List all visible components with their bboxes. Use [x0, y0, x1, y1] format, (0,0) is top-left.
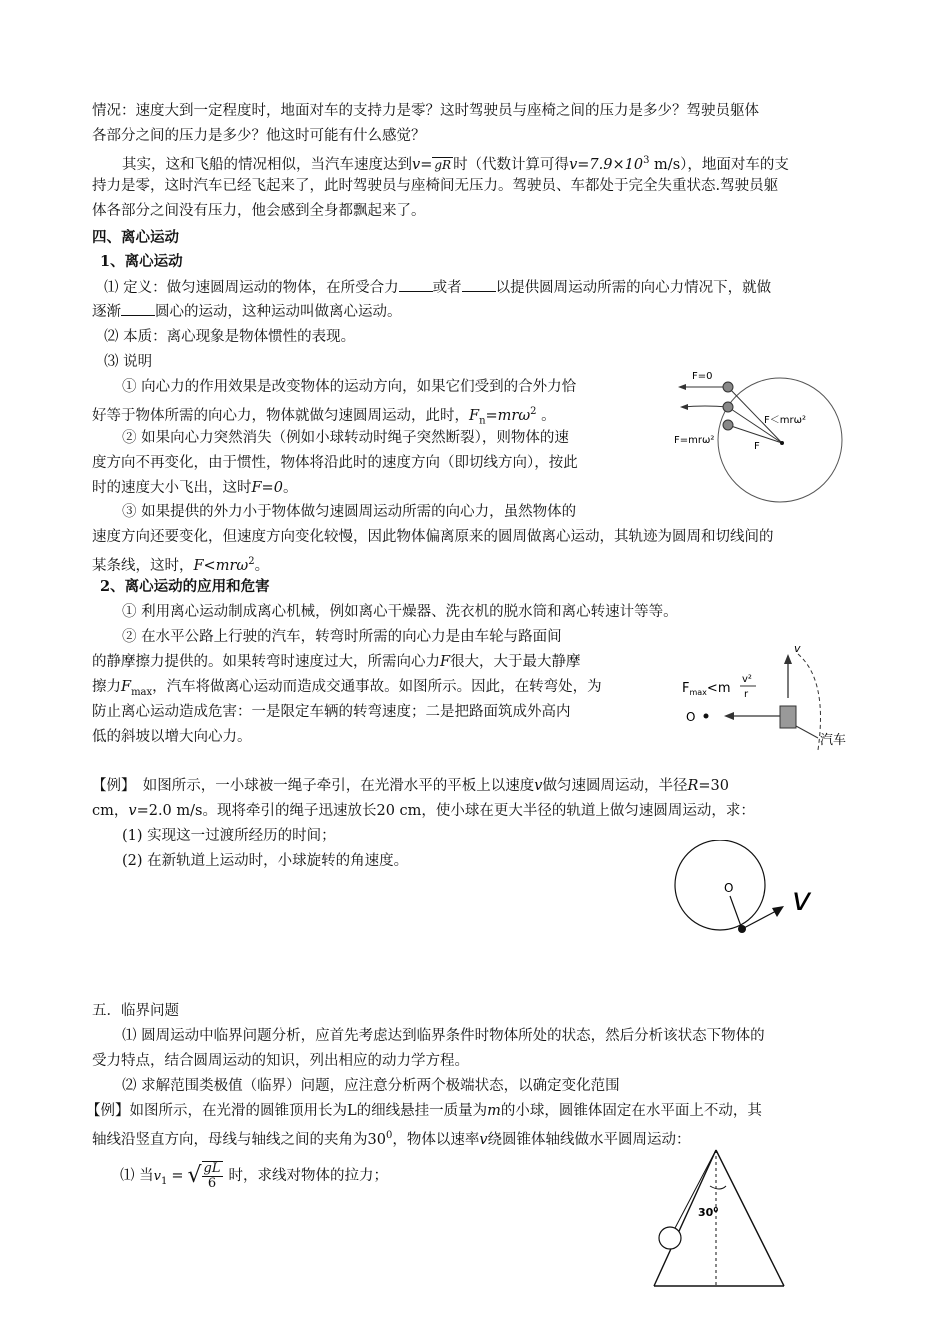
label-f-less: F＜mrω² — [764, 415, 806, 426]
cone-diagram — [640, 1146, 800, 1294]
curved-path — [682, 406, 728, 407]
label-f0: F=0 — [692, 371, 713, 382]
label-v: v — [794, 642, 801, 655]
text-line: 防止离心运动造成危害：一是限定车辆的转弯速度；二是把路面筑成外高内 — [92, 704, 571, 720]
text-line: 低的斜坡以增大向心力。 — [92, 729, 252, 745]
text-line: 时的速度大小飞出，这时F=0。 — [92, 480, 298, 496]
string-line — [730, 896, 742, 929]
subsection-heading: 2、离心运动的应用和危害 — [100, 578, 270, 595]
car-turn-diagram — [678, 640, 868, 752]
center-dot — [704, 714, 709, 719]
label-f: F — [754, 441, 760, 452]
centrifugal-diagram — [670, 365, 850, 505]
ball — [723, 402, 733, 412]
center-dot — [780, 441, 784, 445]
text-line: 【例】 如图所示，一小球被一绳子牵引，在光滑水平的平板上以速度v做匀速圆周运动，半径R=30 — [92, 778, 729, 794]
orbit-circle — [675, 840, 765, 930]
angle-arc — [710, 1186, 726, 1189]
car-block — [780, 706, 796, 728]
arrow-head — [680, 404, 688, 410]
text-line: ⑴ 圆周运动中临界问题分析，应首先考虑达到临界条件时物体所处的状态，然后分析该状态下物体的 — [122, 1028, 765, 1044]
text-line: 各部分之间的压力是多少？他这时可能有什么感觉？ — [92, 128, 426, 144]
arrow-head — [678, 384, 686, 390]
ball — [659, 1227, 681, 1249]
label-o: O — [724, 881, 734, 895]
text-line: ③ 如果提供的外力小于物体做匀速圆周运动所需的向心力，虽然物体的 — [122, 504, 577, 520]
text-line: ⑵ 求解范围类极值（临界）问题，应注意分析两个极端状态，以确定变化范围 — [122, 1078, 620, 1094]
text-line: cm，v=2.0 m/s。现将牵引的绳子迅速放长20 cm，使小球在更大半径的轨道上做匀速圆周运动，求： — [92, 803, 755, 819]
arrow-head — [724, 712, 734, 720]
ball — [723, 382, 733, 392]
text-line: (2) 在新轨道上运动时，小球旋转的角速度。 — [122, 853, 409, 869]
label-o: O — [686, 710, 696, 724]
pointer-line — [796, 726, 818, 738]
label-car: 汽车 — [820, 733, 847, 748]
label-fraction-den: r — [744, 689, 749, 700]
cone-side — [716, 1150, 784, 1286]
text-line: (1) 实现这一过渡所经历的时间； — [122, 828, 336, 844]
velocity-arrow — [742, 910, 778, 929]
text-line: ① 向心力的作用效果是改变物体的运动方向，如果它们受到的合外力恰 — [122, 379, 577, 395]
label-fmax: $F_{max}<m$ — [682, 681, 731, 697]
text-line: 轴线沿竖直方向，母线与轴线之间的夹角为$30^0$，物体以速率v绕圆锥体轴线做水平圆周运动： — [92, 1130, 691, 1148]
label-f-eq: F=mrω² — [674, 435, 715, 446]
text-line: 某条线，这时，F<mrω$^2$。 — [92, 556, 270, 574]
text-line: ⑴ 定义：做匀速圆周运动的物体，在所受合力 或者 以提供圆周运动所需的向心力情况下，就做 — [104, 280, 772, 296]
text-line: 【例】如图所示，在光滑的圆锥顶用长为L的细线悬挂一质量为m的小球，圆锥体固定在水平面上不动，其 — [86, 1103, 762, 1119]
text-line: 情况：速度大到一定程度时，地面对车的支持力是零？这时驾驶员与座椅之间的压力是多少？驾驶员躯体 — [92, 103, 759, 119]
text-line: 持力是零，这时汽车已经飞起来了，此时驾驶员与座椅间无压力。驾驶员、车都处于完全失重状态.驾驶员躯 — [92, 178, 779, 194]
ball — [723, 420, 733, 430]
text-line: ⑶ 说明 — [104, 354, 153, 370]
text-line: ② 如果向心力突然消失（例如小球转动时绳子突然断裂），则物体的速 — [122, 430, 569, 446]
text-line: 逐渐 圆心的运动，这种运动叫做离心运动。 — [92, 304, 402, 320]
text-line: 受力特点，结合圆周运动的知识，列出相应的动力学方程。 — [92, 1053, 469, 1069]
text-line: 其实，这和飞船的情况相似，当汽车速度达到v= gR 时（代数计算可得$v=7.9\times 10^3$ m/s），地面对车的支 — [122, 155, 789, 173]
text-line: 体各部分之间没有压力，他会感到全身都飘起来了。 — [92, 203, 426, 219]
text-line: ② 在水平公路上行驶的汽车，转弯时所需的向心力是由车轮与路面间 — [122, 629, 562, 645]
text-line: 速度方向还要变化，但速度方向变化较慢，因此物体偏离原来的圆周做离心运动，其轨迹为圆周和切线间的 — [92, 529, 774, 545]
arrow-head — [772, 906, 784, 917]
ball-circle-diagram — [668, 840, 828, 940]
label-angle: $30^0$ — [698, 1206, 719, 1219]
text-line: 度方向不再变化，由于惯性，物体将沿此时的速度方向（即切线方向），按此 — [92, 455, 578, 471]
text-line: ① 利用离心运动制成离心机械，例如离心干燥器、洗衣机的脱水筒和离心转速计等等。 — [122, 604, 678, 620]
subsection-heading: 1、离心运动 — [100, 253, 183, 270]
section-heading: 五．临界问题 — [92, 1003, 179, 1019]
arrow-head — [784, 654, 792, 664]
label-fraction-num: v² — [742, 674, 752, 685]
label-v: v — [792, 880, 811, 918]
text-line: ⑵ 本质：离心现象是物体惯性的表现。 — [104, 329, 356, 345]
question-line: ⑴ 当$v_1$ = √ $\frac{gL}{6}$ 时，求线对物体的拉力； — [120, 1161, 388, 1191]
curve-arc — [798, 654, 821, 750]
text-line: 好等于物体所需的向心力，物体就做匀速圆周运动，此时，$F_n=mr\omega^2$ 。 — [92, 406, 556, 427]
text-line: 擦力$F_{max}$，汽车将做离心运动而造成交通事故。如图所示。因此，在转弯处，为 — [92, 679, 602, 698]
text-line: 的静摩擦力提供的。如果转弯时速度过大，所需向心力F很大，大于最大静摩 — [92, 654, 581, 670]
section-heading: 四、离心运动 — [92, 229, 179, 246]
